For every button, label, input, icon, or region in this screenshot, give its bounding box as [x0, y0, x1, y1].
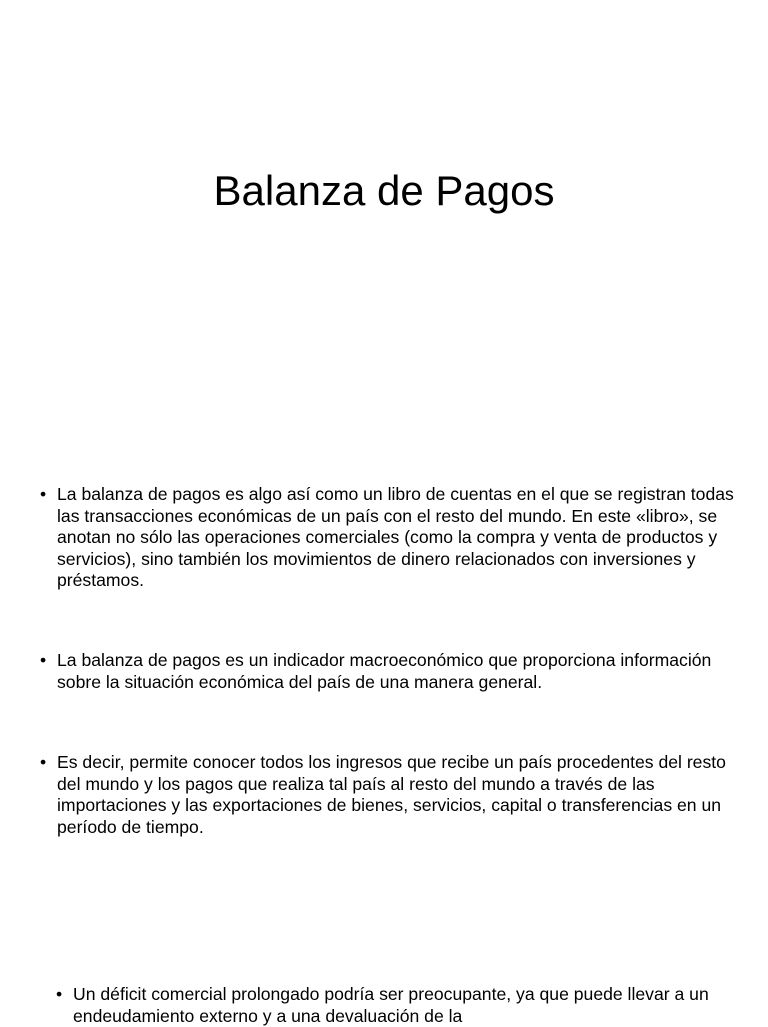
- bullet-text: La balanza de pagos es un indicador macroeconómico que proporciona información sobre la situación económica del país de una manera general.: [57, 650, 712, 692]
- bullet-marker: •: [40, 752, 47, 772]
- bullet-marker: •: [40, 650, 47, 670]
- slide-title: Balanza de Pagos: [213, 167, 555, 214]
- bullet-text: La balanza de pagos es algo así como un libro de cuentas en el que se registran todas las transacciones económicas de un país con el resto del mundo. En este «libro», se anotan no sólo las operaciones comerciales (como la compra y venta de productos y servicios), sino también los movimientos de dinero relacionados con inversiones y préstamos.: [57, 484, 734, 591]
- bullet-text: Es decir, permite conocer todos los ingresos que recibe un país procedentes del resto del mundo y los pagos que realiza tal país al resto del mundo a través de las importaciones y las exportaciones de bienes, servicios, capital o transferencias en un período de tiempo.: [57, 752, 726, 837]
- bullet-marker: •: [40, 484, 47, 504]
- bullet-item: [40, 752, 747, 838]
- bullet-item: [56, 984, 763, 1027]
- bullet-text: Un déficit comercial prolongado podría ser preocupante, ya que puede llevar a un endeudamiento externo y a una devaluación de la: [73, 984, 709, 1026]
- bullet-marker: •: [56, 984, 63, 1004]
- bullet-item: [40, 484, 747, 592]
- bullet-item: [40, 650, 747, 693]
